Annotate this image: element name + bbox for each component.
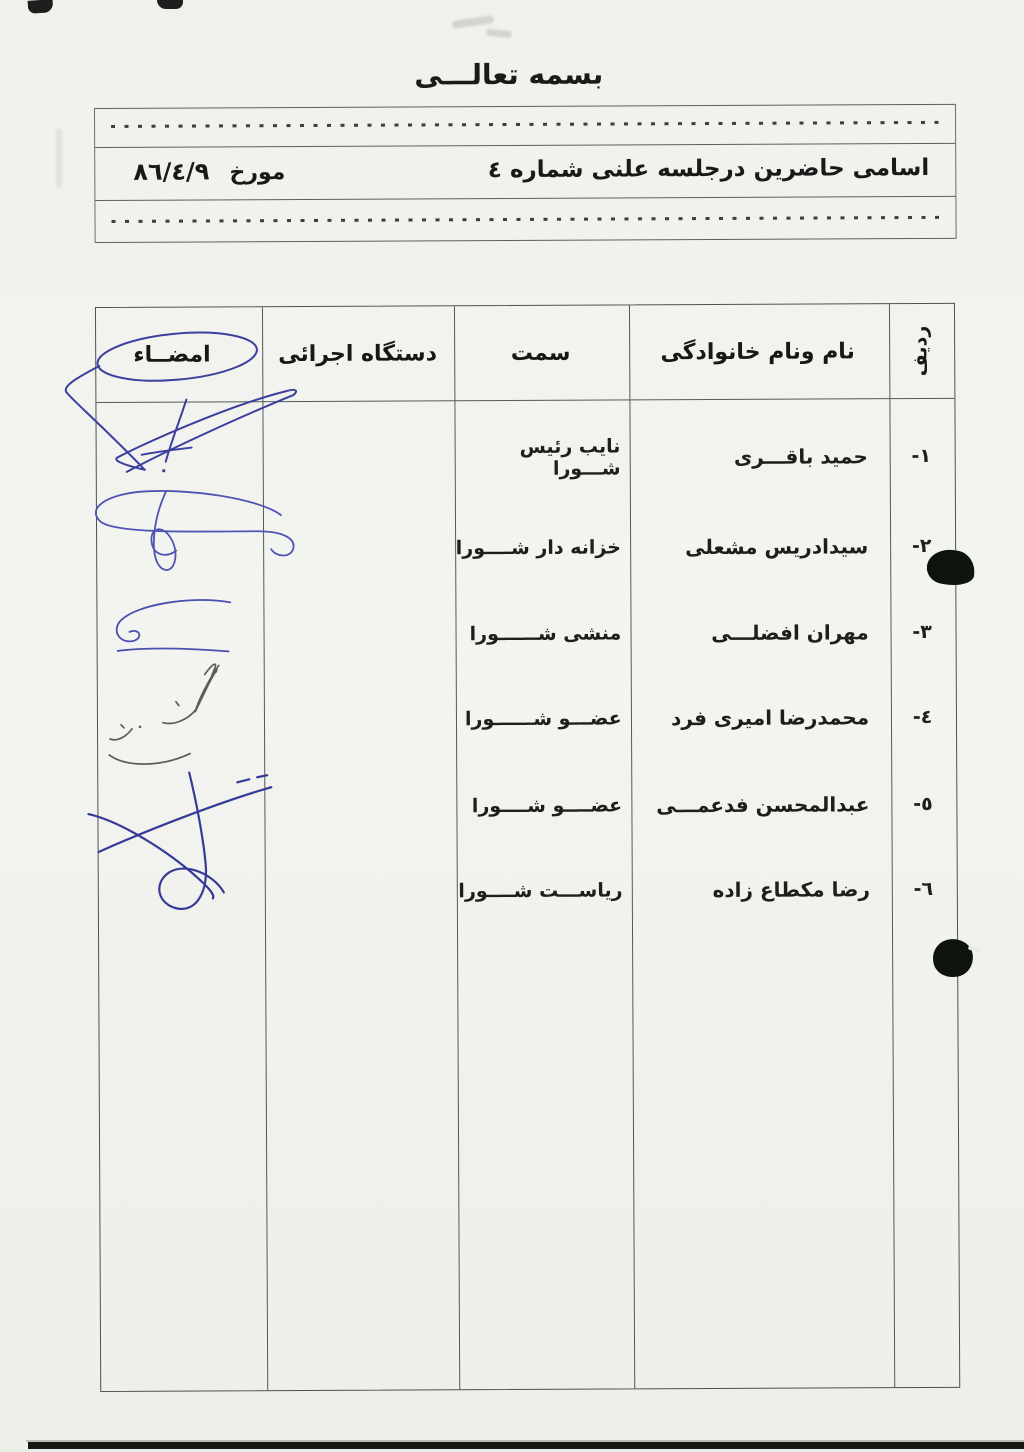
document-date [133,157,285,186]
row-number-label: ردیف [909,325,932,377]
cell-signature [97,459,263,460]
dotted-line [112,216,940,223]
cell-position: عضــــو شــــورا [471,794,623,818]
cell-row-number: ٥- [913,792,933,816]
cell-agency [263,634,455,635]
column-header-agency: دستگاه اجرائی [278,340,438,367]
cell-name: محمدرضا امیری فرد [671,705,870,731]
table-row [98,787,956,825]
cell-name: سیدادریس مشعلی [685,534,869,560]
date-label: مورخ [229,160,286,186]
cell-position: عضـــو شــــــورا [464,707,622,731]
table-row [97,615,955,653]
cell-signature [98,635,264,636]
table-row [99,872,957,910]
rule-line [96,238,956,243]
column-header-signature: امضــاء [133,341,211,368]
table-row [97,529,955,567]
cell-row-number: ٢- [911,534,932,558]
rule-line [95,104,955,109]
document-title: اسامی حاضرین درجلسه علنی شماره ٤ [487,154,930,184]
cell-row-number: ١- [911,444,932,468]
scan-smudge [56,128,62,188]
cell-name: رضا مکطاع زاده [712,877,871,903]
cell-name: عبدالمحسن فدعمـــی [656,792,870,818]
cell-signature [99,892,265,893]
column-header-name: نام ونام خانوادگی [660,338,855,365]
dotted-line [111,121,939,128]
cell-name: مهران افضلـــی [711,620,869,646]
cell-position: نایب رئیس شـــورا [519,435,621,480]
cell-agency [262,458,454,459]
cell-row-number: ٦- [913,877,934,901]
cell-position: خزانه دار شــــورا [455,536,621,560]
cell-signature [98,720,264,721]
cell-row-number: ٤- [912,705,933,729]
document-header-box [94,104,957,243]
date-value: ٨٦/٤/٩ [133,157,210,186]
cell-agency [263,548,455,549]
column-header-row-number [887,325,954,377]
scan-edge-mark [157,0,183,9]
scanner-bottom-strip [28,1442,1024,1449]
cell-row-number: ٣- [912,620,932,644]
cell-agency [264,806,456,807]
title-row [95,144,955,200]
table-row [98,700,956,738]
attendance-table [95,303,960,1392]
cell-signature [98,807,264,808]
cell-agency [264,719,456,720]
bismillah-heading: بسمه تعالـــی [414,57,604,92]
column-header-position: سمت [510,340,571,366]
cell-agency [264,891,456,892]
cell-position: ریاســـت شــــورا [458,879,623,903]
table-header-row [96,304,954,403]
cell-position: منشی شــــــورا [469,622,622,646]
cell-signature [97,549,263,550]
table-row [97,435,955,480]
cell-name: حمید باقـــری [733,444,868,469]
